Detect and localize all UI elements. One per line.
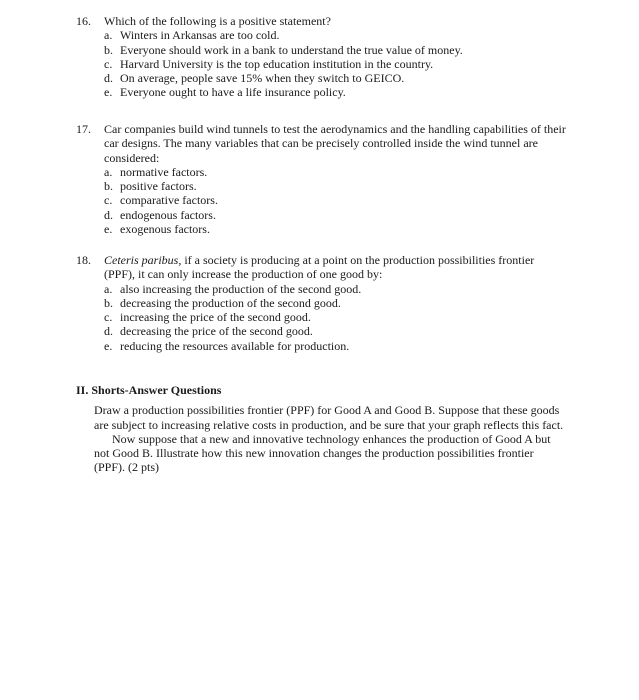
option-letter: c. <box>104 193 113 208</box>
option-letter: b. <box>104 42 113 57</box>
short-answer-paragraph-2 <box>76 432 566 475</box>
short-answer-paragraph-2-text: Now suppose that a new and innovative technology enhances the production of Good A but not Good B. Illustrate how this new innovation changes the production possibilities frontier (PPF). (2 pts) <box>94 431 551 475</box>
option-text: On average, people save 15% when they switch to GEICO. <box>120 71 405 86</box>
option-text: increasing the price of the second good. <box>120 310 311 325</box>
question-17-stem <box>76 122 568 165</box>
question-text <box>104 253 562 282</box>
option-letter: c. <box>104 310 113 325</box>
option-letter: a. <box>104 281 113 296</box>
option-text: positive factors. <box>120 179 197 194</box>
option-item <box>76 222 568 236</box>
option-letter: b. <box>104 295 113 310</box>
option-item <box>76 193 568 207</box>
option-letter: a. <box>104 28 113 43</box>
option-letter: e. <box>104 85 113 100</box>
option-letter: b. <box>104 179 113 194</box>
option-item <box>76 296 562 310</box>
question-number: 18. <box>76 253 91 267</box>
option-item <box>76 339 562 353</box>
option-letter: d. <box>104 71 113 86</box>
option-text: also increasing the production of the second good. <box>120 281 362 296</box>
question-17 <box>76 122 568 236</box>
option-letter: e. <box>104 338 113 353</box>
option-letter: d. <box>104 207 113 222</box>
option-text: comparative factors. <box>120 193 218 208</box>
short-answer-section <box>76 383 566 475</box>
question-text: Which of the following is a positive statement? <box>104 14 331 28</box>
question-16 <box>76 14 576 100</box>
question-number: 17. <box>76 122 91 136</box>
option-letter: e. <box>104 222 113 237</box>
option-text: Everyone ought to have a life insurance policy. <box>120 85 346 100</box>
question-17-options <box>76 165 568 236</box>
option-item <box>76 310 562 324</box>
option-text: reducing the resources available for production. <box>120 338 350 353</box>
question-18-stem <box>76 253 562 282</box>
option-item <box>76 208 568 222</box>
option-item <box>76 282 562 296</box>
question-16-stem <box>76 14 576 28</box>
option-text: endogenous factors. <box>120 207 216 222</box>
question-text-rest: if a society is producing at a point on the production possibilities frontier (PPF), it can only increase the production of one good by: <box>104 253 535 282</box>
option-item <box>76 28 576 42</box>
option-item <box>76 43 576 57</box>
option-text: Harvard University is the top education institution in the country. <box>120 56 434 71</box>
section-title: II. Shorts-Answer Questions <box>76 383 222 397</box>
option-item <box>76 179 568 193</box>
option-item <box>76 324 562 338</box>
question-16-options <box>76 28 576 99</box>
question-text: Car companies build wind tunnels to test the aerodynamics and the handling capabilities of their car designs. The many variables that can be precisely controlled inside the wind tunnel are considered: <box>104 122 566 165</box>
option-item <box>76 71 576 85</box>
question-18 <box>76 253 562 353</box>
option-text: Everyone should work in a bank to understand the true value of money. <box>120 42 463 57</box>
option-letter: d. <box>104 324 113 339</box>
option-item <box>76 165 568 179</box>
option-item <box>76 57 576 71</box>
option-letter: a. <box>104 164 113 179</box>
option-letter: c. <box>104 56 113 71</box>
option-text: normative factors. <box>120 164 208 179</box>
question-number: 16. <box>76 14 91 28</box>
option-text: decreasing the price of the second good. <box>120 324 313 339</box>
option-text: exogenous factors. <box>120 222 210 237</box>
option-text: decreasing the production of the second good. <box>120 295 341 310</box>
question-text-italic: Ceteris paribus, <box>104 253 182 267</box>
option-item <box>76 85 576 99</box>
option-text: Winters in Arkansas are too cold. <box>120 28 280 43</box>
question-18-options <box>76 282 562 353</box>
short-answer-paragraph-1: Draw a production possibilities frontier (PPF) for Good A and Good B. Suppose that these goods are subject to increasing relative costs in production, and be sure that your graph reflects this fact. <box>94 403 564 432</box>
